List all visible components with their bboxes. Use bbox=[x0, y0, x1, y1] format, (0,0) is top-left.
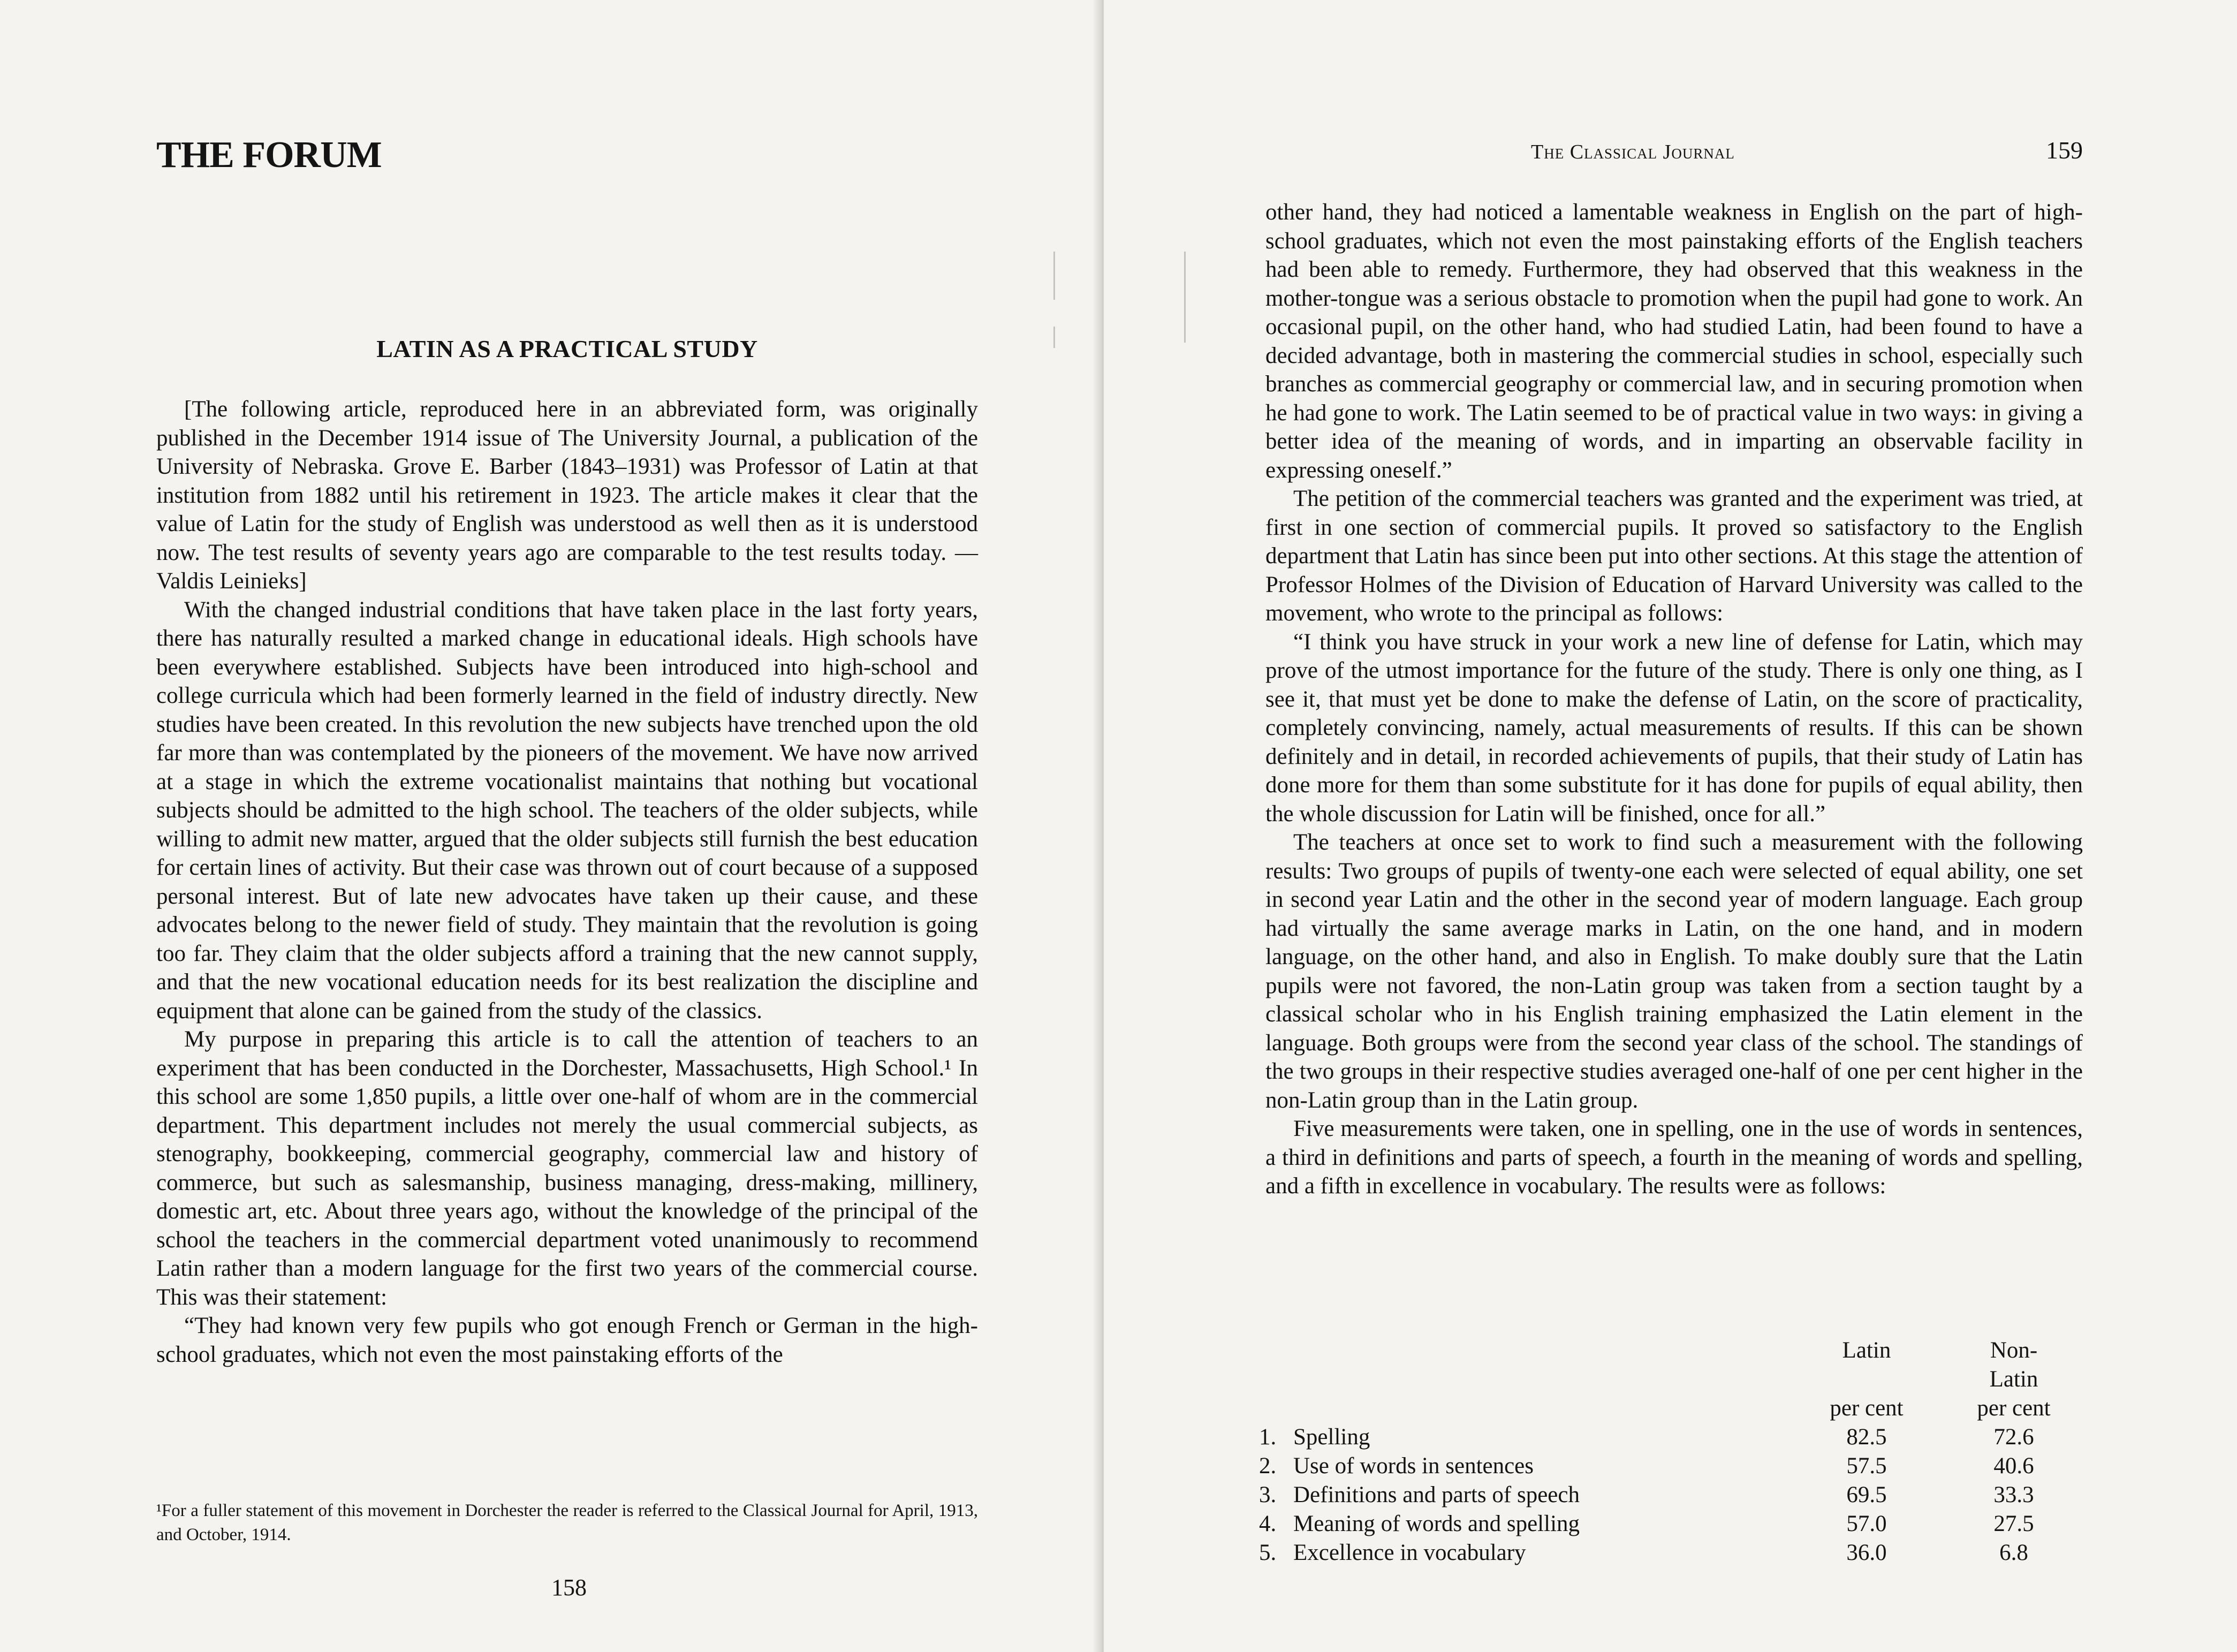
body-paragraph: With the changed industrial conditions that have taken place in the last forty years, there has naturally resulted a marked change in educational ideals. High schools have been everywhere established. Subjects have been introduced into high-school and college curricula which had been formerly learned in the field of industry directly. New studies have been created. In this revolution the new subjects have trenched upon the old far more than was contemplated by the pioneers of the movement. We have now arrived at a stage in which the extreme vocationalist maintains that nothing but vocational subjects should be admitted to the high school. The teachers of the older subjects, while willing to admit new matter, argued that the older subjects still furnish the best education for certain lines of activity. But their case was thrown out of court because of a supposed personal interest. But of late new advocates have taken up their cause, and these advocates belong to the newer field of study. They maintain that the revolution is going too far. They claim that the older subjects afford a training that the new cannot supply, and that the new vocational education needs for its best realization the discipline and equipment that alone can be gained from the study of the classics. bbox=[156, 597, 978, 1024]
table-row bbox=[1259, 1481, 2083, 1510]
table-row bbox=[1259, 1539, 2083, 1567]
non-latin-value: 40.6 bbox=[1993, 1453, 2034, 1479]
table-row bbox=[1259, 1510, 2083, 1539]
margin-mark bbox=[1053, 252, 1055, 300]
left-body-text bbox=[156, 395, 978, 1369]
latin-unit-label: per cent bbox=[1830, 1396, 1904, 1421]
right-body-text bbox=[1265, 198, 2083, 1201]
page-number-right: 159 bbox=[2046, 137, 2083, 164]
margin-mark bbox=[1053, 327, 1055, 348]
latin-value: 57.0 bbox=[1846, 1511, 1887, 1536]
row-label: Meaning of words and spelling bbox=[1293, 1511, 1580, 1536]
body-paragraph: “They had known very few pupils who got enough French or German in the high-school graduates, which not even the most painstaking efforts of the bbox=[156, 1313, 978, 1367]
row-label: Spelling bbox=[1293, 1424, 1370, 1450]
body-paragraph: other hand, they had noticed a lamentable weakness in English on the part of high-school graduates, which not even the most painstaking efforts of the English teachers had been able to remedy. Furthermore, they had observed that this weakness in the mother-tongue was a serious obstacle to promotion when the pupil had gone to work. An occasional pupil, on the other hand, who had studied Latin, had been found to have a decided advantage, both in mastering the commercial studies in school, especially such branches as commercial geography or commercial law, and in securing promotion when he had gone to work. The Latin seemed to be of practical value in two ways: in giving a better idea of the meaning of words, and in imparting an observable facility in expressing oneself.” bbox=[1265, 200, 2083, 483]
row-number: 1. bbox=[1259, 1424, 1277, 1450]
running-head: The Classical Journal bbox=[1531, 141, 1735, 163]
body-paragraph: The teachers at once set to work to find such a measurement with the following results: Two groups of pupils of twenty-one each were selected of equal ability, one set in second year Latin and the other in the second year of modern language. Each group had virtually the same average marks in Latin, on the one hand, and in modern language, on the other hand, and also in English. To make doubly sure that the Latin pupils were not favored, the non-Latin group was taken from a section taught by a classical scholar who in his English training emphasized the Latin element in the language. Both groups were from the second year class of the school. The standings of the two groups in their respective studies averaged one-half of one per cent higher in the non-Latin group than in the Latin group. bbox=[1265, 830, 2083, 1113]
quote-paragraph: “I think you have struck in your work a new line of defense for Latin, which may prove of the utmost importance for the future of the study. There is only one thing, as I see it, that must yet be done to make the defense of Latin, on the score of practicality, completely convincing, namely, actual measurements of results. If this can be shown definitely and in detail, in recorded achievements of pupils, that their study of Latin has done more for them than some substitute for it has done for pupils of equal ability, then the whole discussion for Latin will be finished, once for all.” bbox=[1265, 629, 2083, 827]
row-number: 3. bbox=[1259, 1482, 1277, 1507]
row-number: 5. bbox=[1259, 1540, 1277, 1565]
editor-note-paragraph bbox=[156, 395, 978, 596]
body-paragraph: The petition of the commercial teachers was granted and the experiment was tried, at first in one section of commercial pupils. It proved so satisfactory to the English department that Latin has since been put into other sections. At this stage the attention of Professor Holmes of the Division of Education of Harvard University was called to the movement, who wrote to the principal as follows: bbox=[1265, 486, 2083, 626]
margin-mark bbox=[1184, 252, 1186, 343]
non-latin-unit-label: per cent bbox=[1977, 1396, 2051, 1421]
row-label: Definitions and parts of speech bbox=[1293, 1482, 1580, 1507]
latin-column-header: Latin bbox=[1842, 1338, 1891, 1363]
table-row bbox=[1259, 1423, 2083, 1452]
body-paragraph: Five measurements were taken, one in spelling, one in the use of words in sentences, a third in definitions and parts of speech, a fourth in the meaning of words and spelling, and a fifth in excellence in vocabulary. The results were as follows: bbox=[1265, 1116, 2083, 1199]
row-number: 4. bbox=[1259, 1511, 1277, 1536]
row-label: Use of words in sentences bbox=[1293, 1453, 1534, 1479]
table-row bbox=[1259, 1452, 2083, 1481]
latin-value: 57.5 bbox=[1846, 1453, 1887, 1479]
non-latin-value: 27.5 bbox=[1993, 1511, 2034, 1536]
row-number: 2. bbox=[1259, 1453, 1277, 1479]
latin-value: 69.5 bbox=[1846, 1482, 1887, 1507]
latin-value: 82.5 bbox=[1846, 1424, 1887, 1450]
non-latin-column-header-line1: Non- bbox=[1990, 1338, 2038, 1363]
body-paragraph: My purpose in preparing this article is to call the attention of teachers to an experiment that has been conducted in the Dorchester, Massachusetts, High School.¹ In this school are some 1,850 pupils, a little over one-half of whom are in the commercial department. This department includes not merely the usual commercial subjects, as stenography, bookkeeping, commercial geography, commercial law and history of commerce, but such as salesmanship, business managing, dress-making, millinery, domestic art, etc. About three years ago, without the knowledge of the principal of the school the teachers in the commercial department voted unanimously to recommend Latin rather than a modern language for the first two years of the commercial course. This was their statement: bbox=[156, 1027, 978, 1310]
page-number-left: 158 bbox=[551, 1574, 587, 1601]
non-latin-value: 72.6 bbox=[1993, 1424, 2034, 1450]
forum-heading: THE FORUM bbox=[156, 134, 382, 176]
left-page bbox=[0, 0, 1102, 1652]
non-latin-column-header-line2: Latin bbox=[1989, 1367, 2038, 1392]
row-label: Excellence in vocabulary bbox=[1293, 1540, 1526, 1565]
footnote: ¹For a fuller statement of this movement in Dorchester the reader is referred to the Classical Journal for April, 1913, and October, 1914. bbox=[156, 1501, 978, 1544]
non-latin-value: 6.8 bbox=[1999, 1540, 2028, 1565]
article-title: LATIN AS A PRACTICAL STUDY bbox=[376, 335, 758, 362]
editor-note-text: [The following article, reproduced here in an abbreviated form, was originally published in the December 1914 issue of The University Journal, a publication of the University of Nebraska. Grove E. Barber (1843–1931) was Professor of Latin at that institution from 1882 until his retirement in 1923. The article makes it clear that the value of Latin for the study of English was understood as well then as it is understood now. The test results of seventy years ago are comparable to the test results today. — Valdis Leinieks] bbox=[156, 397, 978, 594]
non-latin-value: 33.3 bbox=[1993, 1482, 2034, 1507]
latin-value: 36.0 bbox=[1846, 1540, 1887, 1565]
